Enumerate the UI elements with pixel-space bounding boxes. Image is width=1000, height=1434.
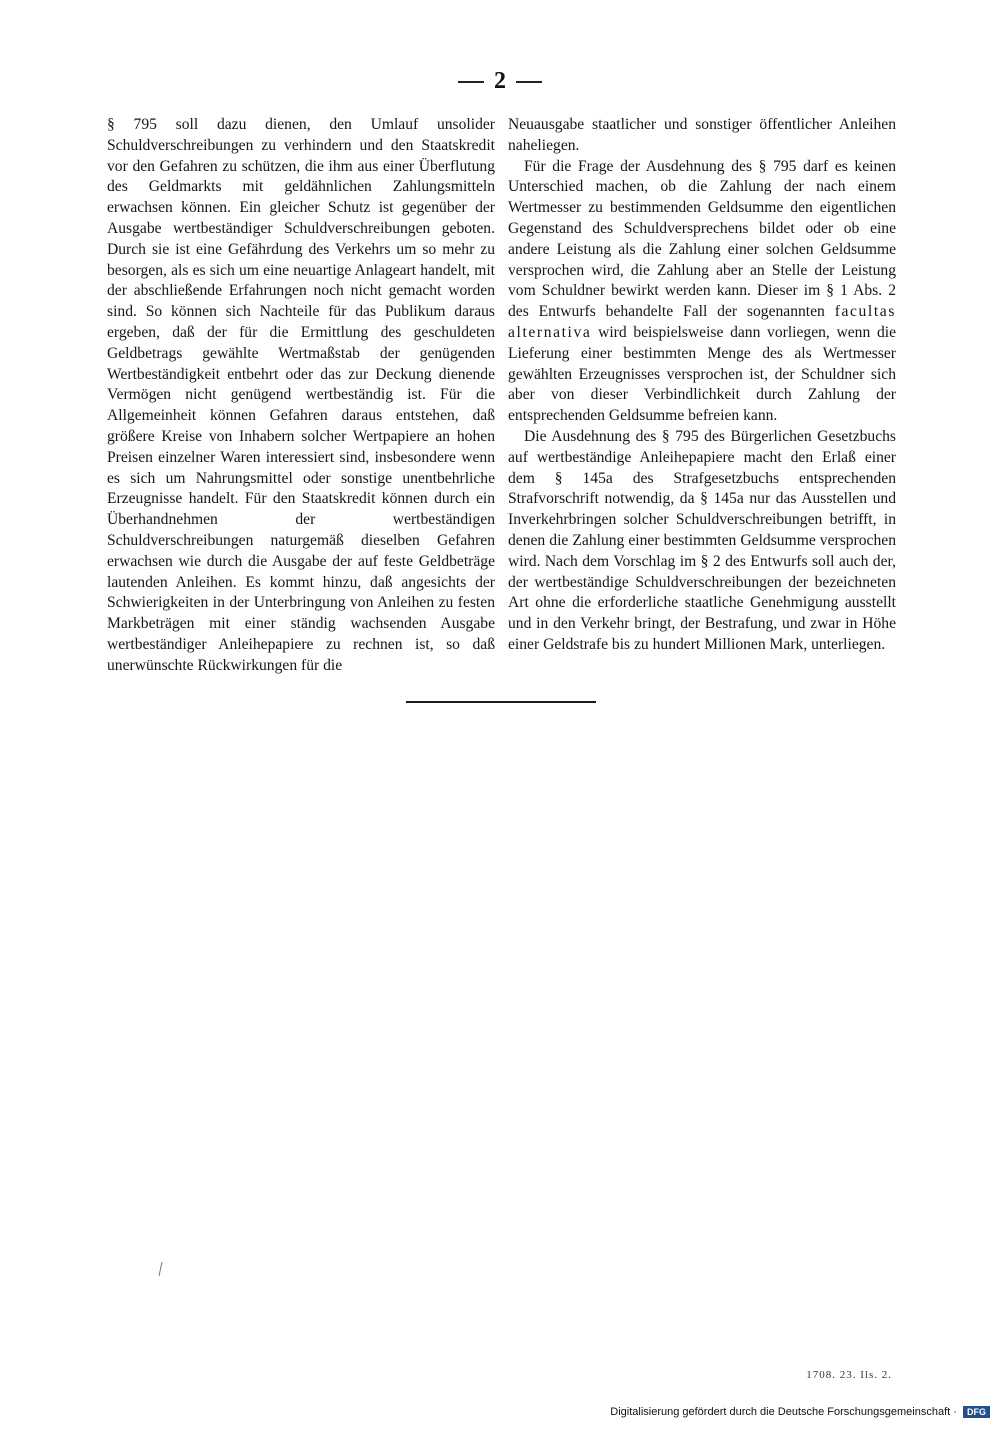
right-paragraph-2-rest: wird beispielsweise dann vorliegen, wenn die Lieferung einer bestimmten Menge des als Wertmesser gewählten Erzeugnisses versprochen ist, der Schuldner sich aber von dieser Verbindlichkeit durch Zahlung der entsprechenden Geldsumme befreien kann. bbox=[508, 323, 896, 425]
page-number-dash-right bbox=[516, 81, 542, 83]
document-reference: 1708. 23. Ils. 2. bbox=[806, 1369, 892, 1381]
page-number bbox=[0, 68, 1000, 95]
digitization-footer: Digitalisierung gefördert durch die Deutsche Forschungsgemeinschaft · DFG bbox=[610, 1406, 990, 1418]
right-paragraph-2 bbox=[508, 157, 896, 427]
dfg-logo: DFG bbox=[963, 1406, 990, 1418]
closing-rule bbox=[406, 701, 596, 703]
right-paragraph-1: Neuausgabe staatlicher und sonstiger öffentlicher Anleihen naheliegen. bbox=[508, 116, 896, 154]
page-number-dash-left bbox=[458, 81, 484, 83]
page-number-value: 2 bbox=[494, 68, 506, 94]
footer-credit: Digitalisierung gefördert durch die Deutsche Forschungsgemeinschaft bbox=[610, 1405, 951, 1418]
left-paragraph-1: § 795 soll dazu dienen, den Umlauf unsolider Schuldverschreibungen zu verhindern und den Staatskredit vor den Gefahren zu schützen, die ihm aus einer Überflutung des Geldmarkts mit geldähnlichen Zahlungsmitteln erwachsen können. Ein gleicher Schutz ist gegenüber der Ausgabe wertbeständiger Schuldverschreibungen geboten. Durch sie ist eine Gefährdung des Verkehrs um so mehr zu besorgen, als es sich um eine neuartige Anlageart handelt, mit der abschließende Erfahrungen noch nicht gemacht worden sind. So können sich Nachteile für das Publikum daraus ergeben, daß der für die Ermittlung des geschuldeten Geldbetrags gewählte Wertmaßstab der genügenden Wertbeständigkeit entbehrt oder das zur Deckung dienende Vermögen nicht genügend wertbeständig ist. Für die Allgemeinheit können Gefahren daraus entstehen, daß größere Kreise von Inhabern solcher Wertpapiere an hohen Preisen einzelner Waren interessiert sind, insbesondere wenn es sich um Nahrungsmittel oder sonstige unentbehrliche Erzeugnisse handelt. Für den Staatskredit können durch ein Überhandnehmen der wertbeständigen Schuldverschreibungen naturgemäß dieselben Gefahren erwachsen wie durch die Ausgabe der auf feste Geldbeträge lautenden Anleihen. Es kommt hinzu, daß angesichts der Schwierigkeiten in der Unterbringung von Anleihen zu festen Markbeträgen mit einer ständig wachsenden Ausgabe wertbeständiger Anleihepapiere zu rechnen ist, so daß unerwünschte Rückwirkungen für die bbox=[107, 116, 495, 674]
right-column bbox=[508, 115, 896, 656]
left-column bbox=[107, 115, 495, 677]
latin-term: facultas alternativa bbox=[508, 303, 896, 341]
stray-mark bbox=[159, 1262, 163, 1276]
right-paragraph-3: Die Ausdehnung des § 795 des Bürgerlichen Gesetzbuchs auf wertbeständige Anleihepapiere macht den Erlaß einer dem § 145a des Strafgesetzbuchs entsprechenden Strafvorschrift notwendig, da § 145a nur das Ausstellen und Inverkehrbringen solcher Schuldverschreibungen betrifft, in denen die Zahlung einer bestimmten Geldsumme versprochen wird. Nach dem Vorschlag im § 2 des Entwurfs soll auch der, der wertbeständige Schuldverschreibungen der bezeichneten Art ohne die erforderliche staatliche Genehmigung ausstellt und in den Verkehr bringt, der Bestrafung, und zwar in Höhe einer Geldstrafe bis zu hundert Millionen Mark, unterliegen. bbox=[508, 427, 896, 653]
right-paragraph-2-lead: Für die Frage der Ausdehnung des § 795 darf es keinen Unterschied machen, ob die Zahlung der nach einem Wertmesser zu bestimmenden Geldsumme den eigentlichen Gegenstand des Schuldversprechens bildet oder ob eine andere Leistung als die Zahlung einer solchen Geldsumme versprochen wird, die Zahlung aber an Stelle der Leistung vom Schuldner bewirkt werden kann. Dieser im § 1 Abs. 2 des Entwurfs behandelte Fall der sogenannten bbox=[508, 157, 896, 321]
